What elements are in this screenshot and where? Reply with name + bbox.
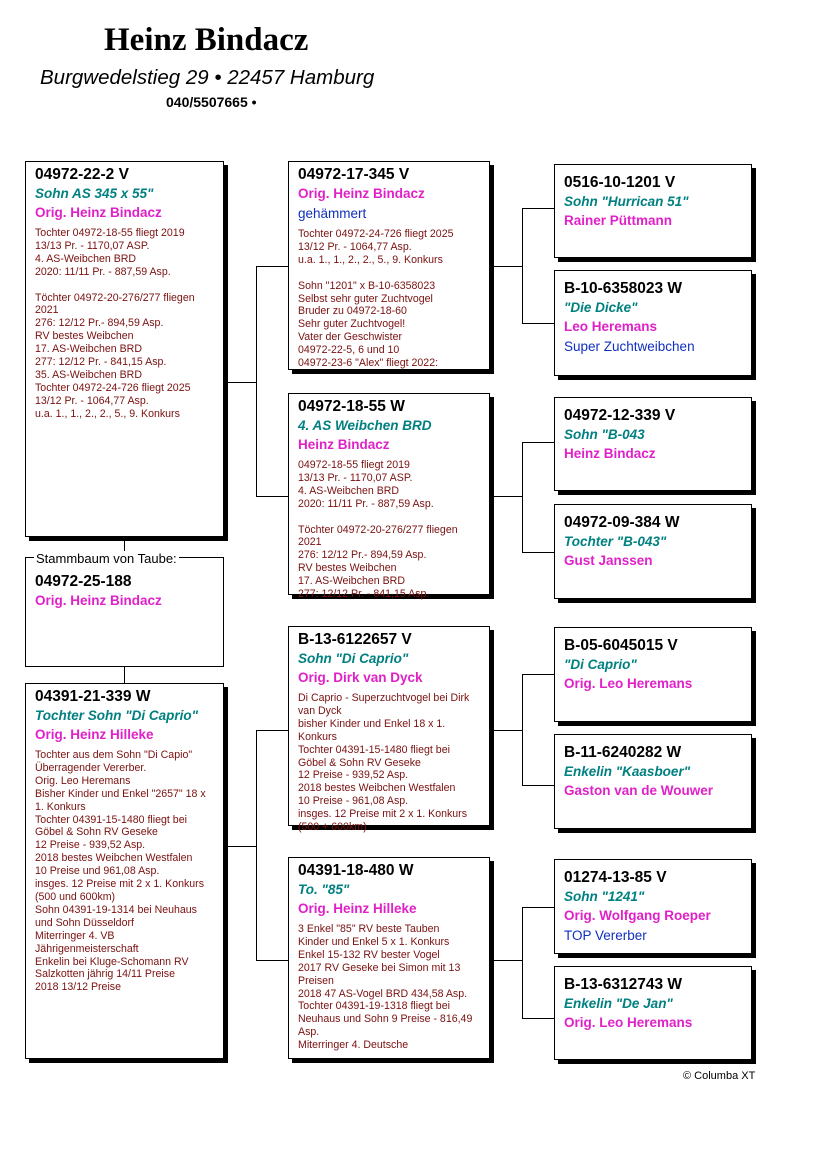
subtitle: Sohn "1241" [564, 889, 645, 904]
subtitle: "Die Dicke" [564, 300, 638, 315]
breeder: Heinz Bindacz [298, 437, 390, 452]
breeder: Orig. Heinz Bindacz [35, 205, 162, 220]
great-grandmother-mfm-card[interactable] [554, 734, 752, 829]
breeder: Orig. Dirk van Dyck [298, 670, 423, 685]
breeder: Orig. Leo Heremans [564, 1015, 693, 1030]
notes: Tochter 04972-18-55 fliegt 2019 13/13 Pr. - 1170,07 ASP. 4. AS-Weibchen BRD 2020: 11/11 Pr. - 887,59 Asp. Töchter 04972-20-276/277 fliegen 2021 276: 12/12 Pr.- 894,59 Asp. RV bestes Weibchen 17. AS-Weibchen BRD 277: 12/12 Pr. - 841,15 Asp. 35. AS-Weibchen BRD Tochter 04972-24-726 fliegt 2025 13/12 Pr. - 1064,77 Asp. u.a. 1., 1., 2., 2., 5., 9. Konkurs [35, 227, 195, 420]
mother-card[interactable] [25, 683, 224, 1059]
breeder: Orig. Heinz Bindacz [35, 593, 162, 608]
subtitle: To. "85" [298, 882, 350, 897]
copyright: © Columba XT [683, 1070, 756, 1082]
ring-number: 04972-17-345 V [298, 166, 410, 183]
ring-number: 04391-18-480 W [298, 862, 414, 879]
notes: 04972-18-55 fliegt 2019 13/13 Pr. - 1170,07 ASP. 4. AS-Weibchen BRD 2020: 11/11 Pr. - 887,59 Asp. Töchter 04972-20-276/277 fliegen 2021 276: 12/12 Pr.- 894,59 Asp. RV bestes Weibchen 17. AS-Weibchen BRD 277: 12/12 Pr. - 841,15 Asp. [298, 459, 458, 601]
subtitle: "Di Caprio" [564, 657, 637, 672]
notes: Di Caprio - Superzuchtvogel bei Dirk van Dyck bisher Kinder und Enkel 18 x 1. Konkurs Tochter 04391-15-1480 fliegt bei Göbel & Sohn RV Geseke 12 Preise - 939,52 Asp. 2018 bestes Weibchen Westfalen 10 Preise - 961,08 Asp. insges. 12 Preise mit 2 x 1. Konkurs (500 + 600km) [298, 692, 470, 834]
ring-number: B-10-6358023 W [564, 280, 683, 297]
breeder-name: Heinz Bindacz [104, 22, 309, 58]
breeder: Orig. Heinz Bindacz [298, 186, 425, 201]
extra-note: gehämmert [298, 206, 367, 221]
subtitle: Sohn "Di Caprio" [298, 651, 409, 666]
ring-number: 04972-22-2 V [35, 166, 129, 183]
ring-number: B-13-6122657 V [298, 631, 412, 648]
ring-number: B-13-6312743 W [564, 976, 683, 993]
paternal-grandmother-card[interactable] [288, 393, 490, 601]
notes: 3 Enkel "85" RV beste Tauben Kinder und Enkel 5 x 1. Konkurs Enkel 15-132 RV bester Vogel 2017 RV Geseke bei Simon mit 13 Preisen 2018 47 AS-Vogel BRD 434,58 Asp. Tochter 04391-19-1318 fliegt bei Neuhaus und Sohn 9 Preise - 816,49 Asp. Miterringer 4. Deutsche [298, 923, 473, 1052]
breeder: Gust Janssen [564, 553, 653, 568]
breeder: Orig. Heinz Hilleke [35, 727, 154, 742]
breeder-address: Burgwedelstieg 29 • 22457 Hamburg [40, 66, 375, 89]
subtitle: Tochter "B-043" [564, 534, 667, 549]
extra-note: TOP Vererber [564, 928, 647, 943]
maternal-grandfather-card[interactable] [288, 626, 490, 834]
subtitle: Tochter Sohn "Di Caprio" [35, 708, 199, 723]
breeder: Gaston van de Wouwer [564, 783, 714, 798]
subtitle: Sohn "B-043 [564, 427, 645, 442]
breeder: Heinz Bindacz [564, 446, 656, 461]
ring-number: 04972-12-339 V [564, 407, 676, 424]
ring-number: 04391-21-339 W [35, 688, 151, 705]
great-grandfather-mff-card[interactable] [554, 627, 752, 722]
great-grandmother-ffm-card[interactable] [554, 270, 752, 376]
great-grandmother-mmm-card[interactable] [554, 966, 752, 1060]
ring-number: B-05-6045015 V [564, 637, 678, 654]
subtitle: Sohn AS 345 x 55" [35, 186, 154, 201]
ring-number: 0516-10-1201 V [564, 174, 676, 191]
extra-note: Super Zuchtweibchen [564, 339, 695, 354]
subtitle: Enkelin "De Jan" [564, 996, 673, 1011]
great-grandfather-fmf-card[interactable] [554, 397, 752, 491]
breeder: Rainer Püttmann [564, 213, 673, 228]
great-grandfather-fff-card[interactable] [554, 164, 752, 258]
ring-number: 04972-25-188 [35, 573, 132, 590]
subtitle: Enkelin "Kaasboer" [564, 764, 691, 779]
ring-number: 01274-13-85 V [564, 869, 667, 886]
breeder: Orig. Wolfgang Roeper [564, 908, 711, 923]
breeder-phone: 040/5507665 • [166, 94, 257, 110]
paternal-grandfather-card[interactable] [288, 161, 490, 370]
notes: Tochter 04972-24-726 fliegt 2025 13/12 Pr. - 1064,77 Asp. u.a. 1., 1., 2., 2., 5., 9. Konkurs Sohn "1201" x B-10-6358023 Selbst sehr guter Zuchtvogel Bruder zu 04972-18-60 Sehr guter Zuchtvogel! Vater der Geschwister 04972-22-5, 6 und 10 04972-23-6 "Alex" fliegt 2022: [298, 228, 454, 370]
subject-card[interactable] [25, 557, 224, 667]
pedigree-legend: Stammbaum von Taube: [36, 551, 177, 566]
breeder: Leo Heremans [564, 319, 658, 334]
great-grandmother-fmm-card[interactable] [554, 504, 752, 599]
breeder: Orig. Heinz Hilleke [298, 901, 417, 916]
ring-number: 04972-18-55 W [298, 398, 405, 415]
father-card[interactable] [25, 161, 224, 537]
ring-number: 04972-09-384 W [564, 514, 680, 531]
great-grandfather-mmf-card[interactable] [554, 859, 752, 954]
maternal-grandmother-card[interactable] [288, 857, 490, 1059]
subtitle: Sohn "Hurrican 51" [564, 194, 689, 209]
breeder: Orig. Leo Heremans [564, 676, 693, 691]
ring-number: B-11-6240282 W [564, 744, 682, 761]
notes: Tochter aus dem Sohn "Di Capio" Überragender Vererber. Orig. Leo Heremans Bisher Kinder und Enkel "2657" 18 x 1. Konkurs Tochter 04391-15-1480 fliegt bei Göbel & Sohn RV Geseke 12 Preise - 939,52 Asp. 2018 bestes Weibchen Westfalen 10 Preise und 961,08 Asp. insges. 12 Preise mit 2 x 1. Konkurs (500 und 600km) Sohn 04391-19-1314 bei Neuhaus und Sohn Düsseldorf Miterringer 4. VB Jährigenmeisterschaft Enkelin bei Kluge-Schomann RV Salzkotten jährig 14/11 Preise 2018 13/12 Preise [35, 749, 206, 994]
subtitle: 4. AS Weibchen BRD [298, 418, 432, 433]
